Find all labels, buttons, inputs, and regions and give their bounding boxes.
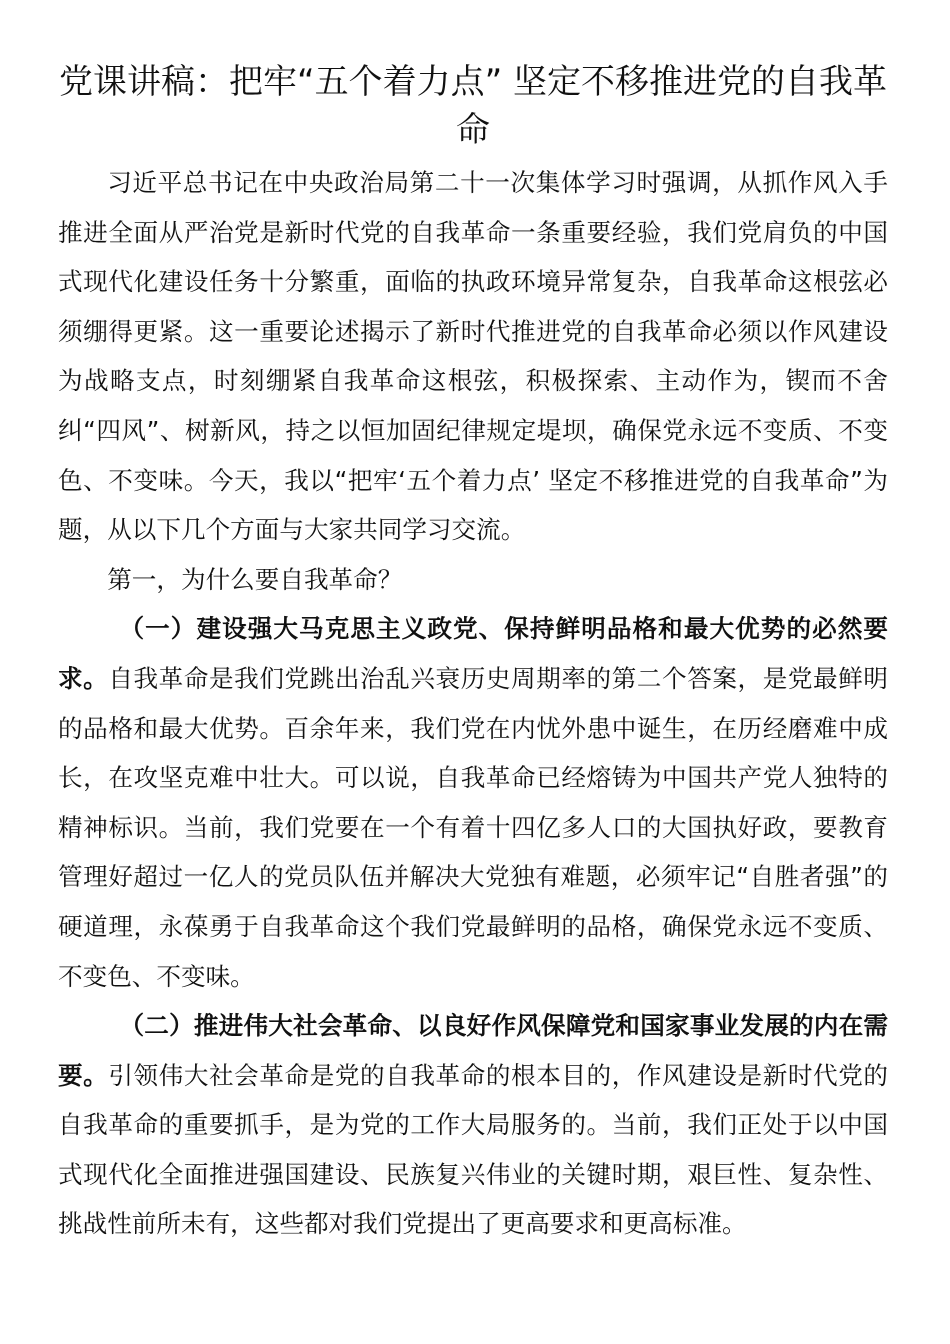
subsection-1-paragraph [58,604,888,1001]
subsection-2-heading: （二）推进伟大社会革命、以良好作风保障党和国家事业发展的内在需要。 [58,1011,888,1090]
subsection-2-paragraph [58,1001,888,1249]
subsection-2-body: 引领伟大社会革命是党的自我革命的根本目的，作风建设是新时代党的自我革命的重要抓手，是为党的工作大局服务的。当前，我们正处于以中国式现代化全面推进强国建设、民族复兴伟业的关键时期，艰巨性、复杂性、挑战性前所未有，这些都对我们党提出了更高要求和更高标准。 [58,1060,888,1239]
subsection-1-heading: （一）建设强大马克思主义政党、保持鲜明品格和最大优势的必然要求。 [58,614,888,693]
document-body [58,158,888,1249]
section-heading-1: 第一，为什么要自我革命？ [107,564,403,594]
subsection-1-body: 自我革命是我们党跳出治乱兴衰历史周期率的第二个答案，是党最鲜明的品格和最大优势。百余年来，我们党在内忧外患中诞生，在历经磨难中成长，在攻坚克难中壮大。可以说，自我革命已经熔铸为中国共产党人独特的精神标识。当前，我们党要在一个有着十四亿多人口的大国执好政，要教育管理好超过一亿人的党员队伍并解决大党独有难题，必须牢记“自胜者强”的硬道理，永葆勇于自我革命这个我们党最鲜明的品格，确保党永远不变质、不变色、不变味。 [58,663,888,991]
intro-paragraph: 习近平总书记在中央政治局第二十一次集体学习时强调，从抓作风入手推进全面从严治党是新时代党的自我革命一条重要经验，我们党肩负的中国式现代化建设任务十分繁重，面临的执政环境异常复杂，自我革命这根弦必须绷得更紧。这一重要论述揭示了新时代推进党的自我革命必须以作风建设为战略支点，时刻绷紧自我革命这根弦，积极探索、主动作为，锲而不舍纠“四风”、树新风，持之以恒加固纪律规定堤坝，确保党永远不变质、不变色、不变味。今天，我以“把牢‘五个着力点’ 坚定不移推进党的自我革命”为题，从以下几个方面与大家共同学习交流。 [58,168,888,545]
document-title: 党课讲稿：把牢“五个着力点” 坚定不移推进党的自我革命 [58,62,888,150]
